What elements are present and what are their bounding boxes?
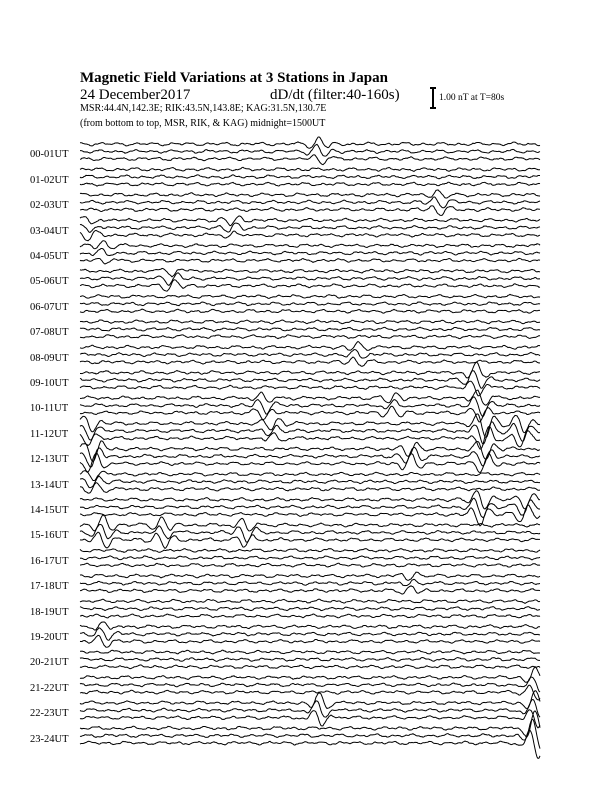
trace-17-18UT-MSR [80, 586, 540, 594]
trace-07-08UT-KAG [80, 320, 540, 324]
trace-00-01UT-RIK [80, 144, 540, 156]
trace-22-23UT-MSR [80, 710, 540, 728]
hour-label: 06-07UT [30, 301, 69, 313]
hour-label: 08-09UT [30, 352, 69, 364]
trace-15-16UT-MSR [80, 532, 540, 548]
hour-label: 11-12UT [30, 428, 69, 440]
hour-label: 16-17UT [30, 555, 69, 567]
hour-label: 00-01UT [30, 149, 69, 161]
trace-19-20UT-RIK [80, 628, 540, 640]
trace-06-07UT-RIK [80, 302, 540, 306]
trace-16-17UT-MSR [80, 563, 540, 567]
trace-16-17UT-KAG [80, 549, 540, 553]
trace-03-04UT-MSR [80, 230, 540, 240]
trace-20-21UT-MSR [80, 665, 540, 669]
trace-04-05UT-KAG [80, 241, 540, 249]
station-order-note: (from bottom to top, MSR, RIK, & KAG) midnight=1500UT [80, 118, 326, 129]
trace-21-22UT-MSR [80, 685, 540, 700]
trace-05-06UT-MSR [80, 280, 540, 291]
trace-09-10UT-MSR [80, 381, 540, 396]
hour-label: 09-10UT [30, 378, 69, 389]
trace-20-21UT-KAG [80, 650, 540, 654]
trace-18-19UT-RIK [80, 607, 540, 611]
hour-label: 22-23UT [30, 708, 69, 720]
trace-22-23UT-KAG [80, 691, 540, 709]
hour-label: 20-21UT [30, 657, 69, 669]
trace-17-18UT-RIK [80, 579, 540, 585]
trace-07-08UT-MSR [80, 335, 540, 339]
scale-bar-label: 1.00 nT at T=80s [439, 93, 505, 103]
chart-date: 24 December2017 [80, 87, 191, 103]
hour-label: 19-20UT [30, 632, 69, 643]
trace-13-14UT-KAG [80, 471, 540, 481]
trace-05-06UT-RIK [80, 273, 540, 286]
trace-19-20UT-KAG [80, 622, 540, 630]
trace-13-14UT-MSR [80, 483, 540, 493]
trace-01-02UT-MSR [80, 182, 540, 186]
trace-23-24UT-MSR [80, 730, 540, 758]
trace-03-04UT-KAG [80, 216, 540, 226]
trace-18-19UT-MSR [80, 614, 540, 618]
trace-16-17UT-RIK [80, 556, 540, 560]
trace-17-18UT-KAG [80, 572, 540, 580]
trace-08-09UT-RIK [80, 350, 540, 359]
hour-label: 10-11UT [30, 403, 69, 415]
trace-08-09UT-KAG [80, 341, 540, 350]
hour-label: 05-06UT [30, 276, 69, 288]
trace-04-05UT-MSR [80, 258, 540, 264]
hour-label: 01-02UT [30, 174, 69, 186]
station-coordinates: MSR:44.4N,142.3E; RIK:43.5N,143.8E; KAG:31.5N,130.7E [80, 103, 327, 114]
trace-02-03UT-MSR [80, 206, 540, 216]
trace-11-12UT-RIK [80, 422, 540, 444]
hour-label: 21-22UT [30, 682, 69, 694]
trace-11-12UT-KAG [80, 414, 540, 438]
hour-label: 03-04UT [30, 225, 69, 237]
trace-01-02UT-RIK [80, 175, 540, 179]
hour-label: 07-08UT [30, 327, 69, 339]
hour-label: 18-19UT [30, 606, 69, 618]
filter-info: dD/dt (filter:40-160s) [270, 87, 400, 103]
trace-11-12UT-MSR [80, 427, 540, 450]
trace-09-10UT-KAG [80, 362, 540, 378]
trace-01-02UT-KAG [80, 167, 540, 171]
trace-21-22UT-RIK [80, 677, 540, 692]
trace-12-13UT-KAG [80, 441, 540, 461]
trace-06-07UT-KAG [80, 294, 540, 298]
hour-label: 02-03UT [30, 200, 69, 212]
trace-05-06UT-KAG [80, 268, 540, 276]
hour-label: 15-16UT [30, 530, 69, 542]
trace-14-15UT-MSR [80, 505, 540, 526]
hour-label: 23-24UT [30, 733, 69, 745]
trace-02-03UT-KAG [80, 190, 540, 198]
trace-20-21UT-RIK [80, 658, 540, 662]
trace-10-11UT-KAG [80, 390, 540, 405]
hour-label: 17-18UT [30, 581, 69, 593]
trace-07-08UT-RIK [80, 327, 540, 331]
scale-bar-icon [430, 87, 436, 109]
trace-15-16UT-KAG [80, 515, 540, 532]
chart-title: Magnetic Field Variations at 3 Stations in Japan [80, 70, 388, 86]
trace-00-01UT-KAG [80, 137, 540, 148]
trace-19-20UT-MSR [80, 635, 540, 647]
hour-label: 12-13UT [30, 454, 69, 466]
trace-13-14UT-RIK [80, 476, 540, 488]
hour-label: 04-05UT [30, 251, 69, 262]
trace-18-19UT-KAG [80, 599, 540, 603]
hour-label: 13-14UT [30, 479, 69, 491]
trace-21-22UT-KAG [80, 667, 540, 682]
trace-00-01UT-MSR [80, 155, 540, 165]
trace-10-11UT-MSR [80, 406, 540, 422]
trace-06-07UT-MSR [80, 309, 540, 313]
trace-08-09UT-MSR [80, 357, 540, 366]
trace-04-05UT-RIK [80, 248, 540, 255]
trace-02-03UT-RIK [80, 197, 540, 208]
trace-03-04UT-RIK [80, 223, 540, 232]
hour-label: 14-15UT [30, 505, 69, 516]
